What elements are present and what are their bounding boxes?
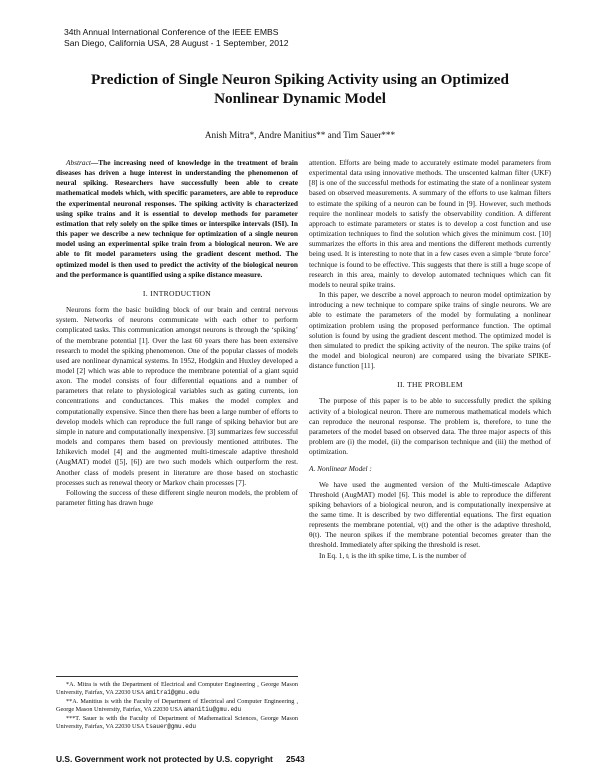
subsection-heading-nonlinear-model: A. Nonlinear Model : [309,464,372,474]
left-column [56,158,298,508]
footnote-manitius-email[interactable]: amanitiu@gmu.edu [183,706,242,714]
conference-name: 34th Annual International Conference of the IEEE EMBS [64,27,279,37]
intro-paragraph-1: Neurons form the basic building block of our brain and central nervous system. Networks of neurons communicate with each other to perform complicated tasks. This communication amongst neurons is through the ‘spiking’ of the membrane potential [1]. Over the last 60 years there has been extensive research to model the spiking phenomenon. One of the popular classes of models used are nonlinear dynamical systems. In 1952, Hodgkin and Huxley developed a model [2] which was able to reproduce the membrane potential of a giant squid axon. The model consists of four differential equations and a number of parameters that relate to physiological variables such as gating currents, ion concentrations and conductances. This makes the model complex and computationally expensive. Since then there has been a large number of efforts to develop models which can reproduce the full range of spiking behavior but are simple in nature and computationally inexpensive. [3] summarizes few successful models and compares them based on previously mentioned attributes. The Izhikevich model [4] and the augmented multi-timescale adaptive threshold (AugMAT) model ([5], [6]) are two such models which outperform the rest. Another class of models present in literature are those based on stochastic processes such as renewal theory or Markov chain processes [7]. [56,305,298,487]
right-paragraph-1: attention. Efforts are being made to accurately estimate model parameters from experimental data using innovative methods. The unscented kalman filter (UKF) [8] is one of the successful methods for estimating the state of a nonlinear system based on observed measurements. A summary of the efforts to use kalman filters to estimate the spiking of a neuron can be found in [9]. However, such methods require the nonlinear models to satisfy the observability condition. A different approach to estimate parameters or states is to develop a cost function and use optimization techniques to find the solution which gives the minimum cost. [10] summarizes the efforts in this area and mentions the different methods currently being used. It is interesting to note that in a few cases even a simple ‘brute force’ technique is found to be effective. This suggests that there is still a huge scope of research in this area, mainly to develop automated techniques which can fit models to neural spike trains. [309,158,551,289]
footnote-mitra [56,681,298,698]
paper-title [60,70,540,108]
problem-paragraph: The purpose of this paper is to be able to successfully predict the spiking activity of a biological neuron. There are numerous mathematical models which can reproduce the neuronal response. The problem is, therefore, to tune the parameters of the model based on observed data. The three major aspects of this problem are (i) the model, (ii) the comparison technique and (iii) the method of optimization. [309,396,551,457]
title-line-1: Prediction of Single Neuron Spiking Activity using an Optimized [91,71,509,88]
title-line-2: Nonlinear Dynamic Model [214,90,386,107]
nonlinear-paragraph-1: We have used the augmented version of the Multi-timescale Adaptive Threshold (AugMAT) model [6]. This model is able to reproduce the different spiking behaviors of a biological neuron, and is computationally inexpensive at the same time. It is described by two differential equations. The first equation represents the membrane potential, v(t) and the other is the adaptive threshold, θ(t). The neuron spikes if the membrane potential becomes greater than the threshold. Immediately after spiking the threshold is reset. [309,479,551,550]
copyright-notice: U.S. Government work not protected by U.S. copyright [56,754,273,764]
right-paragraph-2: In this paper, we describe a novel approach to neuron model optimization by introducing a new technique to compare spike trains of single neurons. We are able to estimate the parameters of the model by formulating a nonlinear optimization problem using the proposed performance function. The optimal solution is found by using the gradient descent method. The optimized model is then simulated to predict the spiking activity of the neuron. The spike trains (of the model and biological neuron) are compared using the bivariate SPIKE-distance function [11]. [309,290,551,371]
author-list: Anish Mitra*, Andre Manitius** and Tim Sauer*** [204,130,396,140]
footnote-sauer-text: ***T. Sauer is with the Faculty of Department of Mathematical Sciences, George Mason University, Fairfax, VA 22030 USA [56,714,298,731]
section-heading-introduction: I. INTRODUCTION [142,288,212,298]
abstract-text: —The increasing need of knowledge in the treatment of brain diseases has driven a huge interest in understanding the phenomenon of neural spiking. Researchers have successfully been able to create mathematical models which, with specific parameters, are able to reproduce the experimental neuronal responses. The spiking activity is characterized using spike trains and it is essential to develop methods for parameter estimation that rely solely on the spike times or interspike intervals (ISI). In this paper we describe a new technique for optimization of a single neuron model using an experimental spike train from a biological neuron. We are able to fit model parameters using the gradient descent method. The optimized model is then used to predict the activity of the biological neuron and the performance is quantified using a spike distance measure. [56,158,298,279]
abstract [56,158,298,280]
footnote-sauer [56,715,298,732]
conference-header [64,27,289,48]
abstract-lead: Abstract [66,158,91,167]
conference-location: San Diego, California USA, 28 August - 1 September, 2012 [64,37,289,48]
nonlinear-paragraph-2: In Eq. 1, tᵢ is the ith spike time, L is the number of [319,550,467,560]
footnote-manitius [56,698,298,715]
footnote-manitius-text: **A. Manitius is with the Faculty of Department of Electrical and Computer Engineering , George Mason University, Fairfax, VA 22030 USA [56,697,298,714]
footnote-sauer-email[interactable]: tsauer@gmu.edu [145,723,197,731]
right-column [309,158,551,561]
intro-paragraph-2: Following the success of these different single neuron models, the problem of parameter fitting has drawn huge [56,487,298,507]
footnote-mitra-email[interactable]: amitra1@gmu.edu [145,689,200,697]
section-heading-problem: II. THE PROBLEM [397,380,463,390]
footnotes [56,676,298,731]
footnote-mitra-text: *A. Mitra is with the Department of Electrical and Computer Engineering , George Mason University, Fairfax, VA 22030 USA [56,681,298,697]
page-number: 2543 [286,754,305,764]
